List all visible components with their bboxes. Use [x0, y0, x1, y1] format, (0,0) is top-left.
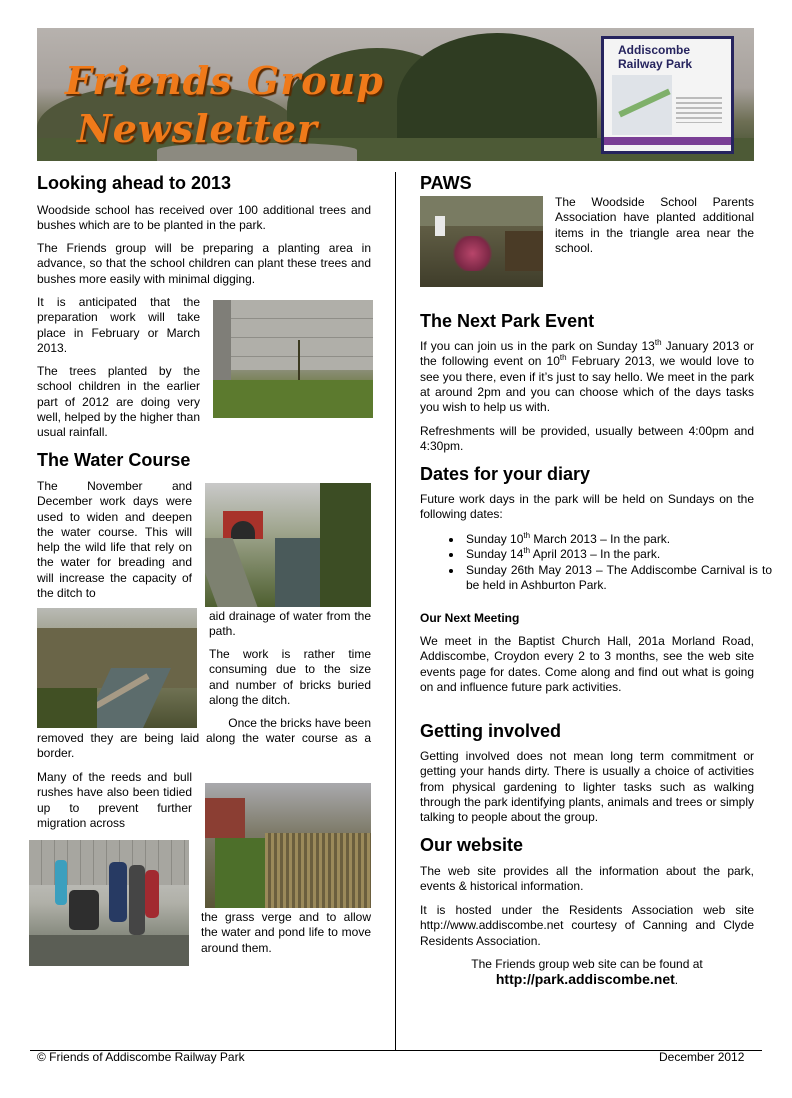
paragraph-refreshments: Refreshments will be provided, usually between 4:00pm and 4:30pm. — [420, 424, 754, 454]
photo-paws-planting — [420, 196, 543, 287]
banner-title-line2: Newsletter — [77, 106, 318, 151]
banner-title-line1: Friends Group — [65, 58, 384, 103]
paragraph-website-found: The Friends group web site can be found at — [471, 957, 703, 971]
heading-getting-involved: Getting involved — [420, 721, 562, 741]
header-banner — [37, 28, 754, 161]
paragraph-bricks-removed-b: removed they are being laid along the water course as a border. — [37, 731, 371, 761]
photo-sapling-by-wall — [213, 300, 373, 418]
park-sign-image — [601, 36, 734, 154]
paragraph-paws: The Woodside School Parents Association have planted additional items in the triangle area near the school. — [555, 195, 754, 255]
photo-volunteers — [29, 840, 189, 966]
photo-bricks-ditch — [37, 608, 197, 728]
heading-next-meeting: Our Next Meeting — [420, 611, 520, 625]
paragraph-website-info: The web site provides all the information about the park, events & historical information. — [420, 864, 754, 894]
heading-looking-ahead: Looking ahead to 2013 — [37, 173, 232, 193]
footer-date: December 2012 — [659, 1050, 745, 1064]
diary-item-march: • Sunday 10th March 2013 – In the park. — [463, 532, 772, 547]
website-url-link[interactable]: http://park.addiscombe.net — [495, 971, 675, 987]
sign-text-line2: Railway Park — [618, 57, 693, 71]
paragraph-getting-involved: Getting involved does not mean long term commitment or getting your hands dirty. There is usually a choice of activities from physical gardening to lighter tasks such as walking through the park identifying plants, animals and trees or simply talking to people about the group. — [420, 749, 754, 825]
website-url-line: http://park.addiscombe.net. — [495, 971, 679, 987]
heading-dates-diary: Dates for your diary — [420, 464, 591, 484]
paragraph-trees-planted: The trees planted by the school children in the earlier part of 2012 are doing very well, helped by the higher than usual rainfall. — [37, 364, 200, 440]
paragraph-drainage: aid drainage of water from the path. — [209, 609, 371, 639]
paragraph-reeds: Many of the reeds and bull rushes have also been tidied up to prevent further migration across — [37, 770, 192, 830]
photo-reeds-pond — [205, 783, 371, 908]
diary-item-carnival: • Sunday 26th May 2013 – The Addiscombe Carnival is to be held in Ashburton Park. — [463, 563, 772, 594]
diary-item-april: • Sunday 14th April 2013 – In the park. — [463, 547, 772, 562]
paragraph-trees-received: Woodside school has received over 100 additional trees and bushes which are to be planted in the park. — [37, 203, 371, 233]
diary-list — [445, 532, 772, 593]
photo-bridge-watercourse — [205, 483, 371, 607]
heading-water-course: The Water Course — [37, 450, 191, 470]
paragraph-website-hosted: It is hosted under the Residents Association web site http://www.addiscombe.net courtesy of Canning and Clyde Residents Association. — [420, 903, 754, 948]
paragraph-preparation: It is anticipated that the preparation work will take place in February or March 2013. — [37, 295, 200, 355]
column-divider — [395, 172, 396, 1050]
heading-paws: PAWS — [420, 173, 472, 193]
paragraph-grass-verge: the grass verge and to allow the water and pond life to move around them. — [201, 910, 371, 955]
paragraph-next-meeting: We meet in the Baptist Church Hall, 201a Morland Road, Addiscombe, Croydon every 2 to 3 months, see the web site events page for dates. Come along and find out what is going on and influence future park activities. — [420, 634, 754, 694]
paragraph-future-work-days: Future work days in the park will be held on Sundays on the following dates: — [420, 492, 754, 522]
heading-next-park-event: The Next Park Event — [420, 311, 595, 331]
paragraph-bricks-removed-a: Once the bricks have been — [228, 716, 371, 730]
sign-text-line1: Addiscombe — [618, 43, 691, 57]
paragraph-work-days: The November and December work days were used to widen and deepen the water course. This will help the wild life that rely on the water for breading and will increase the capacity of the ditch to — [37, 479, 192, 601]
footer-copyright: © Friends of Addiscombe Railway Park — [37, 1050, 245, 1064]
paragraph-planting-area: The Friends group will be preparing a planting area in advance, so that the school children can plant these trees and bushes more easily with minimal digging. — [37, 241, 371, 286]
heading-our-website: Our website — [420, 835, 524, 855]
paragraph-time-consuming: The work is rather time consuming due to the size and number of bricks buried along the ditch. — [209, 647, 371, 707]
paragraph-next-event: If you can join us in the park on Sunday 13th January 2013 or the following event on 10th February 2013, we would love to see you there, even if it’s just to say hello. We meet in the park at around 2pm and you can choose which of the days tasks you wish to help us with. — [420, 338, 755, 415]
